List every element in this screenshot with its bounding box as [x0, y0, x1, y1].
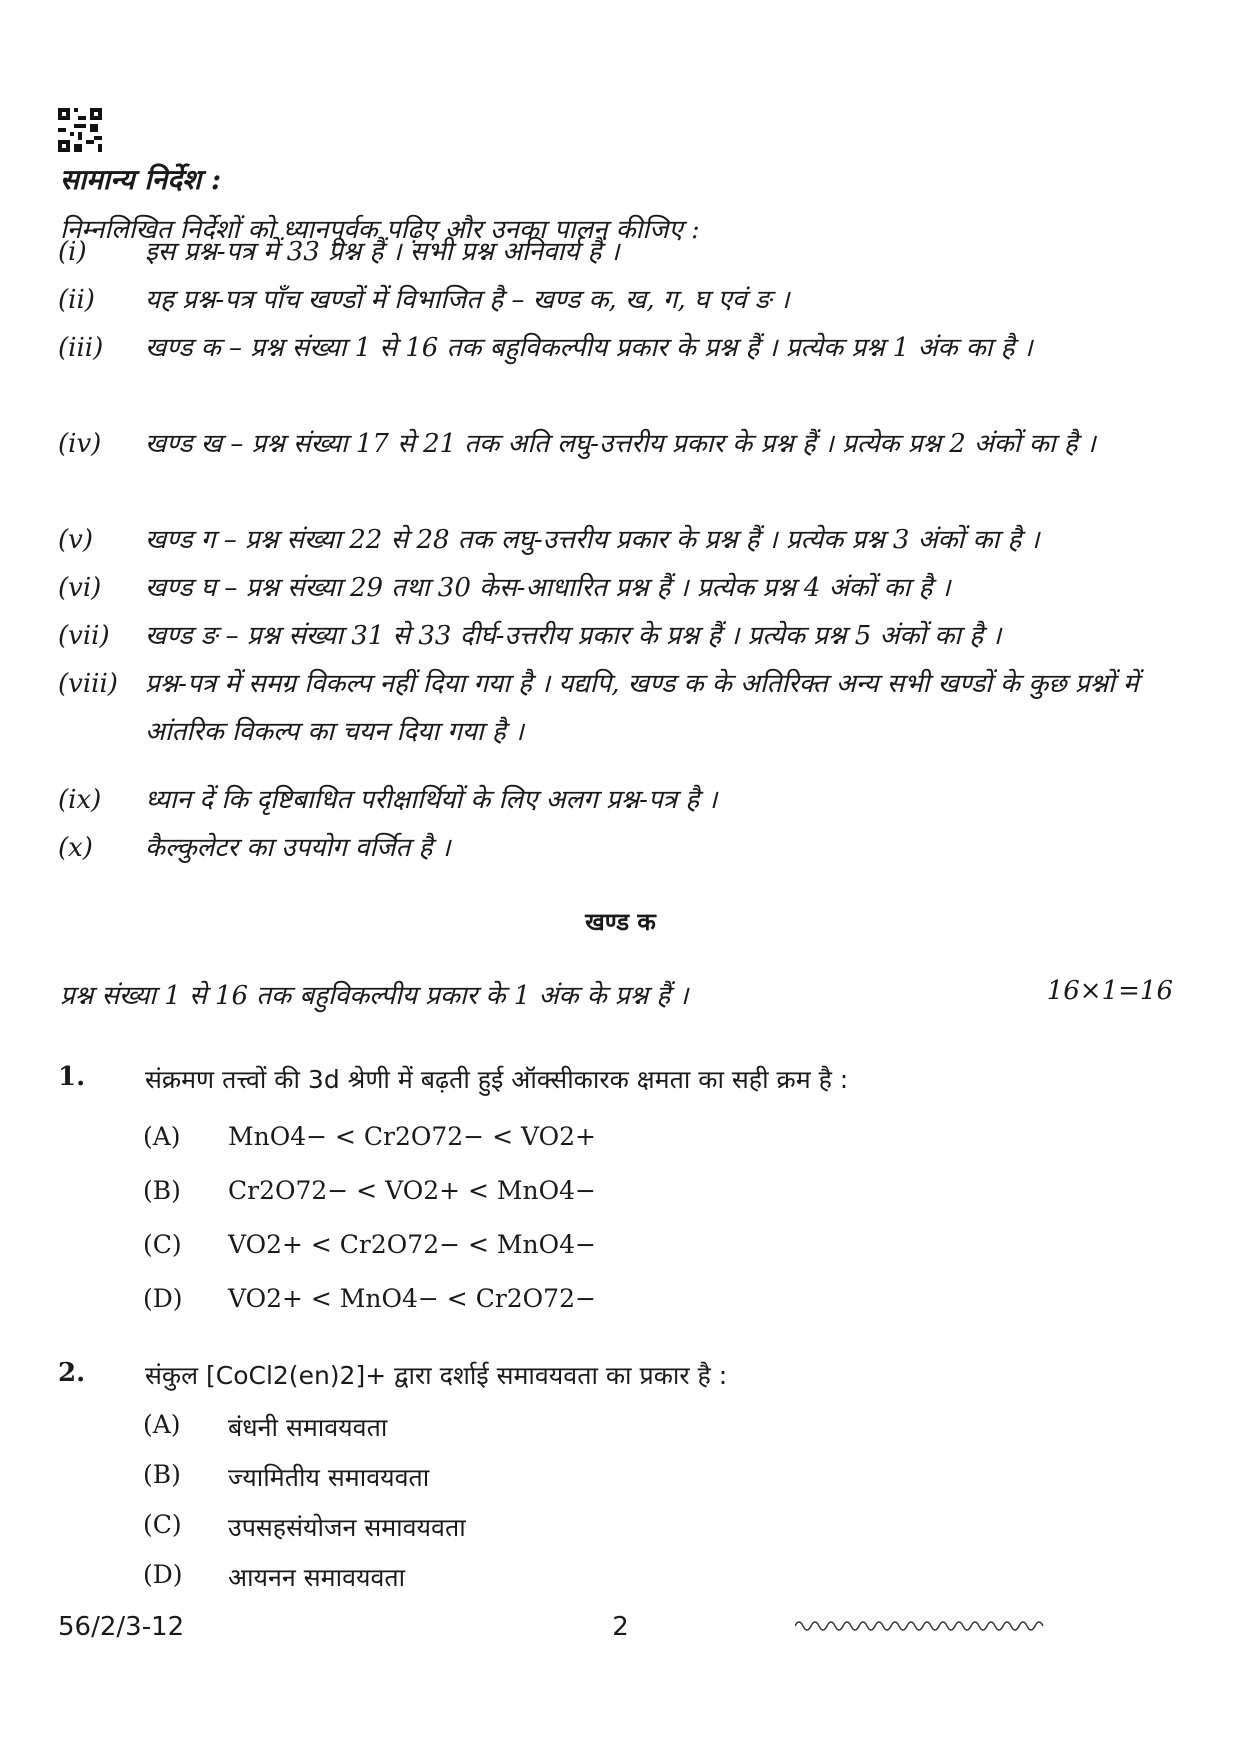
option-label: (D): [143, 1284, 183, 1313]
instruction-text: यह प्रश्न-पत्र पाँच खण्डों में विभाजित है – खण्ड क, ख, ग, घ एवं ङ ।: [145, 285, 790, 315]
option-value: उपसहसंयोजन समावयवता: [228, 1513, 466, 1542]
instruction-number: (iv): [58, 429, 102, 459]
instruction-number: (vi): [58, 573, 102, 603]
instruction-number: (i): [58, 237, 87, 267]
option-value: Cr2O72− < VO2+ < MnO4−: [228, 1176, 596, 1205]
instruction-item: [0, 324, 1241, 420]
option-label: (A): [143, 1122, 181, 1151]
option-value: आयनन समावयवता: [228, 1563, 406, 1592]
instructions-title: सामान्य निर्देश :: [60, 163, 222, 196]
option-label: (C): [143, 1230, 182, 1259]
question-number: 2.: [58, 1358, 86, 1388]
instruction-text: कैल्कुलेटर का उपयोग वर्जित है ।: [145, 833, 451, 863]
option-value: MnO4− < Cr2O72− < VO2+: [228, 1122, 596, 1151]
section-marks: 16×1=16: [1046, 976, 1173, 1006]
instruction-item: [0, 564, 1241, 612]
instruction-number: (ii): [58, 285, 95, 315]
instruction-text: खण्ड क – प्रश्न संख्या 1 से 16 तक बहुविकल्पीय प्रकार के प्रश्न हैं । प्रत्येक प्रश्न 1 अंक का है ।: [145, 333, 1033, 363]
paper-code: 56/2/3-12: [58, 1612, 185, 1642]
instruction-number: (ix): [58, 785, 102, 815]
instruction-item: [0, 776, 1241, 824]
page-number: 2: [612, 1612, 629, 1642]
option-label: (C): [143, 1510, 182, 1539]
instruction-item: [0, 824, 1241, 872]
instruction-text: खण्ड ङ – प्रश्न संख्या 31 से 33 दीर्घ-उत्तरीय प्रकार के प्रश्न हैं । प्रत्येक प्रश्न 5 अंकों का है ।: [145, 621, 1002, 651]
instruction-number: (iii): [58, 333, 104, 363]
instruction-item: [0, 516, 1241, 564]
option-value: VO2+ < Cr2O72− < MnO4−: [228, 1230, 596, 1259]
instruction-item: [0, 660, 1241, 756]
instruction-item: [0, 276, 1241, 324]
question-number: 1.: [58, 1062, 86, 1092]
qr-code-icon: [58, 108, 102, 152]
instruction-text: खण्ड ग – प्रश्न संख्या 22 से 28 तक लघु-उत्तरीय प्रकार के प्रश्न हैं । प्रत्येक प्रश्न 3 अंकों का है ।: [145, 525, 1040, 555]
instruction-item: [0, 228, 1241, 276]
option-value: बंधनी समावयवता: [228, 1413, 388, 1442]
option-label: (B): [143, 1460, 181, 1489]
instruction-text: ध्यान दें कि दृष्टिबाधित परीक्षार्थियों के लिए अलग प्रश्न-पत्र है ।: [145, 785, 718, 815]
instruction-text: प्रश्न-पत्र में समग्र विकल्प नहीं दिया गया है । यद्यपि, खण्ड क के अतिरिक्त अन्य सभी खण्डों के कुछ प्रश्नों में आंतरिक विकल्प का चयन दिया गया है ।: [145, 669, 1139, 747]
instruction-item: [0, 420, 1241, 516]
question-text: संकुल [CoCl2(en)2]+ द्वारा दर्शाई समावयवता का प्रकार है :: [145, 1361, 728, 1390]
instructions-intro: निम्नलिखित निर्देशों को ध्यानपूर्वक पढ़िए और उनका पालन कीजिए :: [60, 215, 700, 245]
option-value: ज्यामितीय समावयवता: [228, 1463, 430, 1492]
instruction-text: खण्ड घ – प्रश्न संख्या 29 तथा 30 केस-आधारित प्रश्न हैं । प्रत्येक प्रश्न 4 अंकों का है ।: [145, 573, 951, 603]
question-text: संक्रमण तत्त्वों की 3d श्रेणी में बढ़ती हुई ऑक्सीकारक क्षमता का सही क्रम है :: [145, 1065, 849, 1094]
section-note: प्रश्न संख्या 1 से 16 तक बहुविकल्पीय प्रकार के 1 अंक के प्रश्न हैं ।: [60, 981, 689, 1011]
option-value: VO2+ < MnO4− < Cr2O72−: [228, 1284, 596, 1313]
section-title: खण्ड क: [585, 908, 656, 936]
instruction-text: इस प्रश्न-पत्र में 33 प्रश्न हैं । सभी प्रश्न अनिवार्य हैं ।: [145, 237, 620, 267]
instruction-number: (x): [58, 833, 93, 863]
instruction-text: खण्ड ख – प्रश्न संख्या 17 से 21 तक अति लघु-उत्तरीय प्रकार के प्रश्न हैं । प्रत्येक प्रश्न 2 अंकों का है ।: [145, 429, 1096, 459]
instruction-number: (viii): [58, 669, 118, 699]
option-label: (A): [143, 1410, 181, 1439]
option-label: (B): [143, 1176, 181, 1205]
option-label: (D): [143, 1560, 183, 1589]
wavy-line-icon: [795, 1618, 1045, 1634]
instruction-item: [0, 612, 1241, 660]
instruction-number: (v): [58, 525, 93, 555]
instruction-number: (vii): [58, 621, 110, 651]
